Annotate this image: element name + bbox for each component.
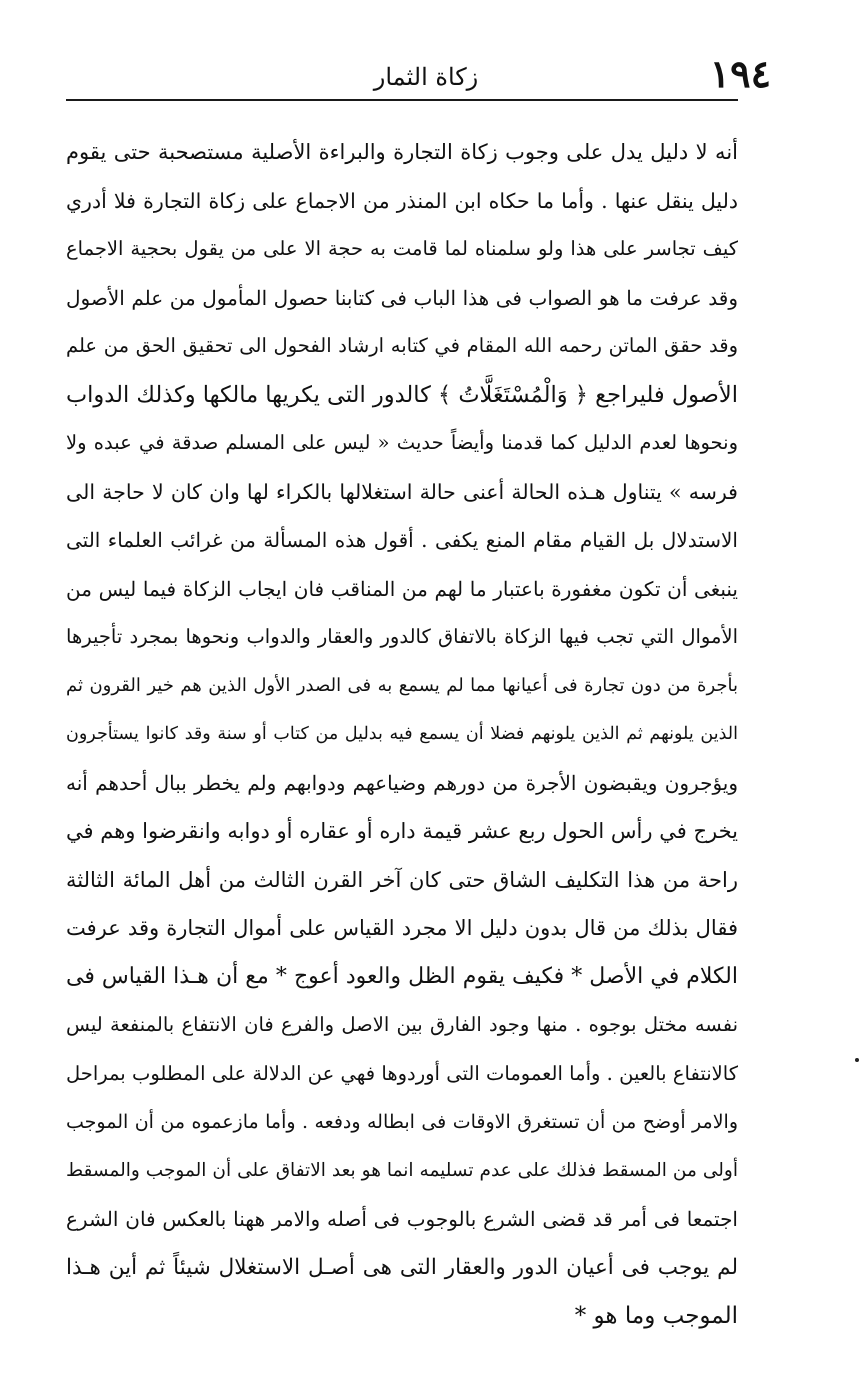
text-line: الموجب وما هو * [574, 1303, 738, 1329]
text-line: والامر أوضح من أن تستغرق الاوقات فى ابطاله ودفعه . وأما مازعموه من أن الموجب [66, 1111, 738, 1133]
text-line: يخرج في رأس الحول ربع عشر قيمة داره أو عقاره أو دوابه وانقرضوا وهم في [66, 819, 738, 843]
text-line: الكلام في الأصل * فكيف يقوم الظل والعود أعوج * مع أن هـذا القياس فى [66, 963, 738, 989]
text-line: ينبغى أن تكون مغفورة باعتبار ما لهم من المناقب فان ايجاب الزكاة فيما ليس من [66, 576, 738, 601]
text-line: الأموال التي تجب فيها الزكاة بالاتفاق كالدور والعقار والدواب ونحوها بمجرد تأجيرها [66, 625, 738, 648]
text-line: وقد حقق الماتن رحمه الله المقام في كتابه ارشاد الفحول الى تحقيق الحق من علم [66, 334, 738, 357]
text-line: أنه لا دليل يدل على وجوب زكاة التجارة والبراءة الأصلية مستصحبة حتى يقوم [66, 140, 738, 164]
text-line: الأصول فليراجع ﴿ وَالْمُسْتَغَلَّاتُ ﴾ كالدور التى يكريها مالكها وكذلك الدواب [66, 381, 738, 408]
text-line: الذين يلونهم ثم الذين يلونهم فضلا أن يسمع فيه بدليل من كتاب أو سنة وقد كانوا يستأجرون [66, 724, 738, 744]
text-line: ويؤجرون ويقبضون الأجرة من دورهم وضياعهم ودوابهم ولم يخطر ببال أحدهم أنه [66, 770, 738, 795]
text-line: ونحوها لعدم الدليل كما قدمنا وأيضاً حديث « ليس على المسلم صدقة في عبده ولا [66, 431, 738, 454]
header-rule [66, 99, 738, 101]
text-line: وقد عرفت ما هو الصواب فى هذا الباب فى كتابنا حصول المأمول من علم الأصول [66, 285, 738, 310]
text-line: راحة من هذا التكليف الشاق حتى كان آخر القرن الثالث من أهل المائة الثالثة [66, 867, 738, 892]
text-line: بأجرة من دون تجارة فى أعيانها مما لم يسمع به فى الصدر الأول الذين هم خير القرون ثم [66, 674, 738, 696]
page-number: ١٩٤ [709, 51, 771, 96]
text-line: كيف تجاسر على هذا ولو سلمناه لما قامت به حجة الا على من يقول بحجية الاجماع [66, 237, 738, 260]
text-line: دليل ينقل عنها . وأما ما حكاه ابن المنذر من الاجماع على زكاة التجارة فلا أدري [66, 188, 738, 213]
text-line: نفسه مختل بوجوه . منها وجود الفارق بين الاصل والفرع فان الانتفاع بالمنفعة ليس [66, 1013, 738, 1036]
text-line: لم يوجب فى أعيان الدور والعقار التى هى أصـل الاستغلال شيئاً ثم أين هـذا [66, 1254, 738, 1280]
text-line: الاستدلال بل القيام مقام المنع يكفى . أقول هذه المسألة من غرائب العلماء التى [66, 528, 738, 552]
margin-mark [855, 1058, 859, 1062]
body-text [66, 128, 738, 1341]
text-line: كالانتفاع بالعين . وأما العمومات التى أوردوها فهي عن الدلالة على المطلوب بمراحل [66, 1061, 738, 1085]
text-line: فقال بذلك من قال بدون دليل الا مجرد القياس على أموال التجارة وقد عرفت [66, 916, 738, 940]
text-line: اجتمعا فى أمر قد قضى الشرع بالوجوب فى أصله والامر ههنا بالعكس فان الشرع [66, 1207, 738, 1231]
running-title: زكاة الثمار [373, 63, 479, 91]
text-line: أولى من المسقط فذلك على عدم تسليمه انما هو بعد الاتفاق على أن الموجب والمسقط [66, 1159, 738, 1181]
text-line: فرسه » يتناول هـذه الحالة أعنى حالة استغلالها بالكراء لها وان كان لا حاجة الى [66, 479, 738, 504]
page-header [66, 48, 771, 98]
